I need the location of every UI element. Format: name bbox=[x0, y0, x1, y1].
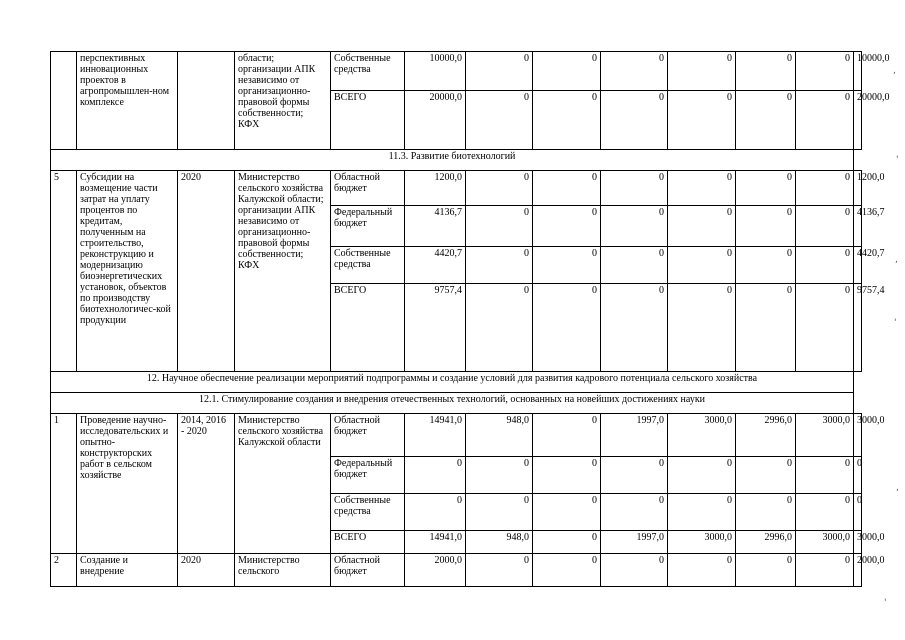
amount-cell: 9757,4 bbox=[405, 284, 466, 372]
amount-cell: 0 bbox=[533, 91, 601, 150]
amount-cell: 0 bbox=[466, 554, 533, 587]
amount-cell: 0 bbox=[736, 284, 796, 372]
amount-cell: 2996,0 bbox=[736, 414, 796, 457]
amount-cell: 3000,0 bbox=[668, 414, 736, 457]
amount-cell: 2000,0 bbox=[854, 554, 862, 587]
amount-cell: 0 bbox=[466, 171, 533, 206]
amount-cell: 0 bbox=[668, 52, 736, 91]
amount-cell: 1200,0 bbox=[854, 171, 862, 206]
amount-cell: 0 bbox=[668, 247, 736, 284]
amount-cell: 0 bbox=[736, 91, 796, 150]
funding-source: ВСЕГО bbox=[331, 531, 405, 554]
funding-source: Собственные средства bbox=[331, 247, 405, 284]
amount-cell: 0 bbox=[533, 52, 601, 91]
funding-source: ВСЕГО bbox=[331, 284, 405, 372]
amount-cell: 0 bbox=[466, 52, 533, 91]
row-number: 2 bbox=[51, 554, 77, 587]
amount-cell: 0 bbox=[796, 554, 854, 587]
implementation-years: 2020 bbox=[178, 554, 235, 587]
amount-cell: 0 bbox=[533, 531, 601, 554]
implementation-years: 2014, 2016 - 2020 bbox=[178, 414, 235, 554]
implementation-years bbox=[178, 52, 235, 150]
amount-cell: 0 bbox=[466, 247, 533, 284]
table-row bbox=[51, 554, 862, 587]
amount-cell: 0 bbox=[668, 206, 736, 247]
amount-cell: 0 bbox=[736, 494, 796, 531]
amount-cell: 0 bbox=[796, 457, 854, 494]
section-row bbox=[51, 150, 862, 171]
row-number bbox=[51, 52, 77, 150]
amount-cell: 0 bbox=[601, 494, 668, 531]
amount-cell: 0 bbox=[601, 91, 668, 150]
section-title: 12. Научное обеспечение реализации мероприятий подпрограммы и создание условий для развития кадрового потенциала сельского хозяйства bbox=[51, 372, 854, 393]
amount-cell: 948,0 bbox=[466, 531, 533, 554]
section-title: 12.1. Стимулирование создания и внедрения отечественных технологий, основанных на новейших достижениях науки bbox=[51, 393, 854, 414]
scan-mark: ' bbox=[894, 318, 897, 328]
amount-cell: 3000,0 bbox=[796, 414, 854, 457]
table-row bbox=[51, 171, 862, 206]
amount-cell: 3000,0 bbox=[668, 531, 736, 554]
amount-cell: 0 bbox=[533, 206, 601, 247]
amount-cell: 3000,0 bbox=[854, 531, 862, 554]
table-row bbox=[51, 414, 862, 457]
amount-cell: 20000,0 bbox=[405, 91, 466, 150]
amount-cell: 1997,0 bbox=[601, 531, 668, 554]
amount-cell: 0 bbox=[405, 494, 466, 531]
amount-cell: 0 bbox=[601, 284, 668, 372]
amount-cell: 0 bbox=[668, 91, 736, 150]
amount-cell: 3000,0 bbox=[854, 414, 862, 457]
section-row bbox=[51, 372, 862, 393]
scan-mark: ' bbox=[884, 598, 887, 608]
amount-cell: 0 bbox=[796, 284, 854, 372]
amount-cell: 20000,0 bbox=[854, 91, 862, 150]
measure-name: Субсидии на возмещение части затрат на уплату процентов по кредитам, полученным на строительство, реконструкцию и модернизацию биоэнергетических установок, объектов по производству биотехнологичес-кой продукции bbox=[77, 171, 178, 372]
amount-cell: 0 bbox=[466, 494, 533, 531]
amount-cell: 0 bbox=[668, 171, 736, 206]
amount-cell: 10000,0 bbox=[405, 52, 466, 91]
amount-cell: 4136,7 bbox=[405, 206, 466, 247]
amount-cell: 0 bbox=[796, 52, 854, 91]
implementation-years: 2020 bbox=[178, 171, 235, 372]
funding-source: Областной бюджет bbox=[331, 414, 405, 457]
amount-cell: 0 bbox=[601, 554, 668, 587]
amount-cell: 0 bbox=[736, 247, 796, 284]
amount-cell: 0 bbox=[796, 206, 854, 247]
amount-cell: 0 bbox=[601, 171, 668, 206]
measure-name: перспективных инновационных проектов в агропромышлен-ном комплексе bbox=[77, 52, 178, 150]
amount-cell: 0 bbox=[466, 91, 533, 150]
amount-cell: 0 bbox=[405, 457, 466, 494]
program-financing-table bbox=[50, 51, 890, 587]
funding-source: Собственные средства bbox=[331, 52, 405, 91]
funding-source: Областной бюджет bbox=[331, 554, 405, 587]
amount-cell: 0 bbox=[854, 494, 862, 531]
amount-cell: 0 bbox=[533, 171, 601, 206]
amount-cell: 0 bbox=[668, 284, 736, 372]
amount-cell: 0 bbox=[736, 52, 796, 91]
scan-mark: , bbox=[895, 255, 898, 265]
amount-cell: 0 bbox=[668, 457, 736, 494]
scan-mark: ' bbox=[896, 155, 899, 165]
amount-cell: 0 bbox=[668, 554, 736, 587]
amount-cell: 4420,7 bbox=[854, 247, 862, 284]
amount-cell: 3000,0 bbox=[796, 531, 854, 554]
amount-cell: 0 bbox=[796, 91, 854, 150]
row-number: 1 bbox=[51, 414, 77, 554]
amount-cell: 9757,4 bbox=[854, 284, 862, 372]
amount-cell: 1997,0 bbox=[601, 414, 668, 457]
amount-cell: 0 bbox=[854, 457, 862, 494]
amount-cell: 0 bbox=[668, 494, 736, 531]
amount-cell: 0 bbox=[533, 494, 601, 531]
amount-cell: 14941,0 bbox=[405, 531, 466, 554]
row-number: 5 bbox=[51, 171, 77, 372]
funding-source: Собственные средства bbox=[331, 494, 405, 531]
funding-source: Федеральный бюджет bbox=[331, 457, 405, 494]
section-row bbox=[51, 393, 862, 414]
measure-name: Создание и внедрение bbox=[77, 554, 178, 587]
executor-cell: области; организации АПК независимо от организационно-правовой формы собственности; КФХ bbox=[235, 52, 331, 150]
amount-cell: 10000,0 bbox=[854, 52, 862, 91]
amount-cell: 0 bbox=[466, 284, 533, 372]
amount-cell: 0 bbox=[796, 247, 854, 284]
executor-cell: Министерство сельского хозяйства Калужской области bbox=[235, 414, 331, 554]
amount-cell: 0 bbox=[533, 414, 601, 457]
amount-cell: 0 bbox=[533, 457, 601, 494]
amount-cell: 0 bbox=[533, 284, 601, 372]
amount-cell: 4136,7 bbox=[854, 206, 862, 247]
amount-cell: 0 bbox=[796, 494, 854, 531]
funding-source: ВСЕГО bbox=[331, 91, 405, 150]
executor-cell: Министерство сельского bbox=[235, 554, 331, 587]
amount-cell: 0 bbox=[796, 171, 854, 206]
scan-mark: , bbox=[896, 483, 899, 493]
funding-source: Областной бюджет bbox=[331, 171, 405, 206]
executor-cell: Министерство сельского хозяйства Калужской области; организации АПК независимо от организационно-правовой формы собственности; КФХ bbox=[235, 171, 331, 372]
amount-cell: 0 bbox=[601, 52, 668, 91]
table-row bbox=[51, 52, 862, 91]
amount-cell: 0 bbox=[601, 206, 668, 247]
amount-cell: 948,0 bbox=[466, 414, 533, 457]
amount-cell: 0 bbox=[533, 247, 601, 284]
measure-name: Проведение научно-исследовательских и опытно-конструкторских работ в сельском хозяйстве bbox=[77, 414, 178, 554]
amount-cell: 2996,0 bbox=[736, 531, 796, 554]
amount-cell: 14941,0 bbox=[405, 414, 466, 457]
table-body bbox=[51, 52, 890, 587]
amount-cell: 0 bbox=[533, 554, 601, 587]
amount-cell: 0 bbox=[466, 457, 533, 494]
amount-cell: 0 bbox=[601, 247, 668, 284]
amount-cell: 0 bbox=[736, 554, 796, 587]
amount-cell: 0 bbox=[601, 457, 668, 494]
amount-cell: 1200,0 bbox=[405, 171, 466, 206]
amount-cell: 2000,0 bbox=[405, 554, 466, 587]
amount-cell: 4420,7 bbox=[405, 247, 466, 284]
amount-cell: 0 bbox=[736, 206, 796, 247]
section-title: 11.3. Развитие биотехнологий bbox=[51, 150, 854, 171]
amount-cell: 0 bbox=[736, 171, 796, 206]
funding-source: Федеральный бюджет bbox=[331, 206, 405, 247]
scan-mark: , bbox=[893, 66, 896, 76]
amount-cell: 0 bbox=[466, 206, 533, 247]
amount-cell: 0 bbox=[736, 457, 796, 494]
